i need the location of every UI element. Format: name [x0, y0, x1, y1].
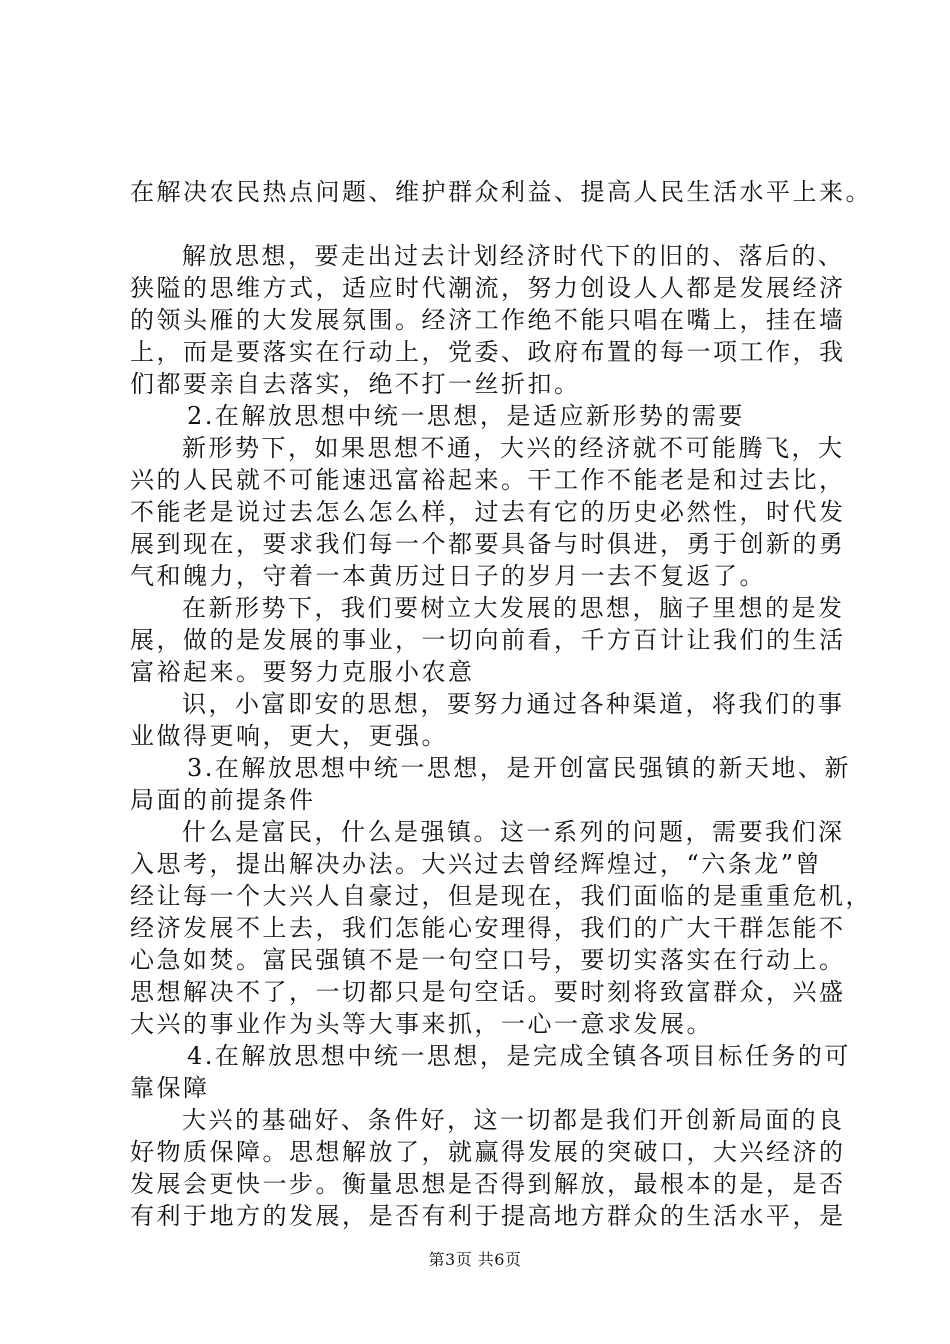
text-line: 新形势下，如果思想不通，大兴的经济就不可能腾飞，大	[182, 434, 845, 462]
section-heading: 2.在解放思想中统一思想，是适应新形势的需要	[187, 402, 745, 430]
text-line: 什么是富民，什么是强镇。这一系列的问题，需要我们深	[182, 818, 845, 846]
text-line: 思想解决不了，一切都只是句空话。要时刻将致富群众，兴盛	[130, 978, 846, 1006]
text-line: 在解决农民热点问题、维护群众利益、提高人民生活水平上来。	[130, 178, 872, 206]
section-heading: 局面的前提条件	[130, 786, 316, 814]
section-heading: 4.在解放思想中统一思想，是完成全镇各项目标任务的可	[187, 1042, 851, 1070]
section-heading: 靠保障	[130, 1074, 210, 1102]
text-line: 入思考，提出解决办法。大兴过去曾经辉煌过，“六条龙”曾	[130, 850, 823, 878]
section-heading: 3.在解放思想中统一思想，是开创富民强镇的新天地、新	[187, 754, 851, 782]
text-line: 大兴的事业作为头等大事来抓，一心一意求发展。	[130, 1010, 713, 1038]
text-line: 经济发展不上去，我们怎能心安理得，我们的广大干群怎能不	[130, 914, 846, 942]
text-line: 富裕起来。要努力克服小农意	[130, 658, 475, 686]
text-line: 识，小富即安的思想，要努力通过各种渠道，将我们的事	[182, 690, 845, 718]
text-line: 展到现在，要求我们每一个都要具备与时俱进，勇于创新的勇	[130, 530, 846, 558]
text-line: 们都要亲自去落实，绝不打一丝折扣。	[130, 370, 581, 398]
text-line: 展，做的是发展的事业，一切向前看，千方百计让我们的生活	[130, 626, 846, 654]
page-footer: 第3页 共6页	[428, 1250, 522, 1269]
text-line: 心急如焚。富民强镇不是一句空口号，要切实落实在行动上。	[130, 946, 846, 974]
text-line: 上，而是要落实在行动上，党委、政府布置的每一项工作，我	[130, 338, 846, 366]
text-line: 有利于地方的发展，是否有利于提高地方群众的生活水平，是	[130, 1202, 846, 1230]
text-line: 解放思想，要走出过去计划经济时代下的旧的、落后的、	[182, 242, 845, 270]
text-line: 的领头雁的大发展氛围。经济工作绝不能只唱在嘴上，挂在墙	[130, 306, 846, 334]
text-line: 经让每一个大兴人自豪过，但是现在，我们面临的是重重危机，	[130, 882, 872, 910]
text-line: 兴的人民就不可能速迅富裕起来。干工作不能老是和过去比，	[130, 466, 846, 494]
text-line: 发展会更快一步。衡量思想是否得到解放，最根本的是，是否	[130, 1170, 846, 1198]
text-line: 在新形势下，我们要树立大发展的思想，脑子里想的是发	[182, 594, 845, 622]
text-line: 气和魄力，守着一本黄历过日子的岁月一去不复返了。	[130, 562, 766, 590]
text-line: 大兴的基础好、条件好，这一切都是我们开创新局面的良	[182, 1106, 845, 1134]
text-line: 业做得更响，更大，更强。	[130, 722, 448, 750]
text-line: 好物质保障。思想解放了，就赢得发展的突破口，大兴经济的	[130, 1138, 846, 1166]
text-line: 不能老是说过去怎么怎么样，过去有它的历史必然性，时代发	[130, 498, 846, 526]
text-line: 狭隘的思维方式，适应时代潮流，努力创设人人都是发展经济	[130, 274, 846, 302]
